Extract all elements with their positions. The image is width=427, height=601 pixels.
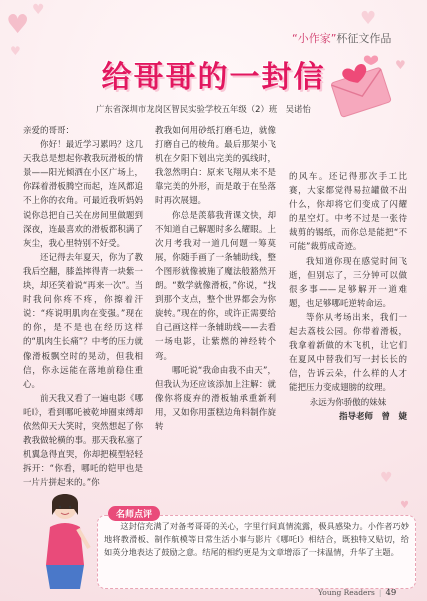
paragraph: 哪吒说“我命由我不由天”，但我认为还应该添加上注解：就像你将废弃的滑板轴承重新利用，又如你用蛋糕边角料制作旋转 <box>155 365 276 432</box>
letter-greeting: 亲爱的哥哥： <box>23 126 75 136</box>
paragraph: 你总是羡慕我背课文快，却不知道自己解题时多么耀眼。上次月考我对一道几何题一筹莫展，你随手画了一条辅助线，整个图形就像被施了魔法般豁然开朗。“数学就像滑板，”你说，“找到那个支点，整个世界都会为你旋转。”现在的你，或许正需要给自己画这样一条辅助线——去看一场电影，让紫燃的神经转个弯。 <box>155 210 276 362</box>
column-brand <box>292 30 391 46</box>
text-column-1 <box>23 124 143 490</box>
letter-closing: 永远为你骄傲的妹妹 <box>309 397 387 408</box>
teacher-figure-illustration <box>34 485 96 593</box>
paragraph: 我知道你现在感觉时间飞逝，但别忘了，三分钟可以做很多事——足够解开一道难题，也足够哪吒逆转命运。 <box>289 256 407 309</box>
envelope-heart-icon <box>325 52 400 127</box>
heart-decoration-icon: ♥ <box>360 8 377 29</box>
paragraph: 你好！最近学习累吗？这几天我总是想起你教我玩滑板的情景——阳光倾洒在小区广场上，你踩着滑板腾空而起，连风都追不上你的衣角。可最近我听妈妈说你总把自己关在房间里做题到深夜，连最喜欢的滑板都积满了灰尘，我心里特别不好受。 <box>23 140 143 249</box>
heart-decoration-icon: ♥ <box>380 470 393 486</box>
text-column-3 <box>289 170 407 424</box>
heart-decoration-icon: ♥ <box>32 2 45 18</box>
brand-rest: 杯征文作品 <box>336 32 392 45</box>
commentary-tag: 名师点评 <box>108 506 160 521</box>
paragraph: 的风车。还记得那次手工比赛，大家都觉得易拉罐做不出什么，你却将它们变成了闪耀的星空灯。中考不过是一张待裁剪的锡纸，而你总是能把“不可能”裁剪成奇迹。 <box>289 172 407 253</box>
paragraph: 前天我又看了一遍电影《哪吒Ⅰ》，看到哪吒被乾坤圈束缚却依然仰天大笑时，突然想起了你教我做轮横的事。那天我私塞了机翼急得直哭，你却把模型轻轻拆开：“你看，哪吒的铠甲也是一片片拼起来的。”你 <box>23 393 143 489</box>
author-byline: 广东省深圳市龙岗区智民实验学校五年级（2）班 吴诺怡 <box>96 104 311 114</box>
text-column-2 <box>155 124 276 434</box>
commentary-text: 这封信充满了对备考哥哥的关心，字里行间真情流露，极具感染力。小作者巧妙地将教滑板、制作航模等日常生活小事与影片《哪吒Ⅰ》相结合，既独特又贴切，给如英分地表达了鼓励之意。结尾的相约更是为文章增添了一抹温情，升华了主题。 <box>104 521 409 557</box>
magazine-name: Young Readers <box>318 588 375 597</box>
page-number: 49 <box>385 588 397 598</box>
heart-decoration-icon: ♥ <box>400 500 409 511</box>
heart-decoration-icon: ♥ <box>10 44 21 58</box>
teacher-signature: 指导老师 曾 婕 <box>338 411 407 422</box>
footer-separator: | <box>378 588 382 597</box>
paragraph: 等你从考场出来，我们一起去荔枝公园。你带着滑板，我拿着新做的木飞机，让它们在夏风中替我们写一封长长的信，告诉云朵，什么样的人才能把压力变成翅膀的纹理。 <box>289 312 407 394</box>
heart-decoration-icon: ♥ <box>395 58 406 72</box>
heart-decoration-icon: ♥ <box>6 10 30 40</box>
paragraph: 还记得去年夏天，你为了教我后空翻，膝盖摔得青一块紫一块，却还笑着说“再来一次”。当时我问你疼不疼，你擦着汗说：“疼说明肌肉在变强。”现在的你，是不是也在经历这样的“肌肉生长痛”？中考的压力就像滑板飘空时的晃动，但我相信，你永远能在落地前稳住重心。 <box>23 252 143 390</box>
brand-quote: “小作家” <box>292 32 337 45</box>
page-footer <box>318 588 396 598</box>
article-title: 给哥哥的一封信 <box>101 60 326 95</box>
paragraph: 教我如何用砂纸打磨毛边，就像打磨自己的棱角。最后那架小飞机在夕阳下划出完美的弧线时，我忽然明白：原来飞翔从来不是靠完美的外形，而是敢于在坠落时再次展翅。 <box>155 126 276 207</box>
